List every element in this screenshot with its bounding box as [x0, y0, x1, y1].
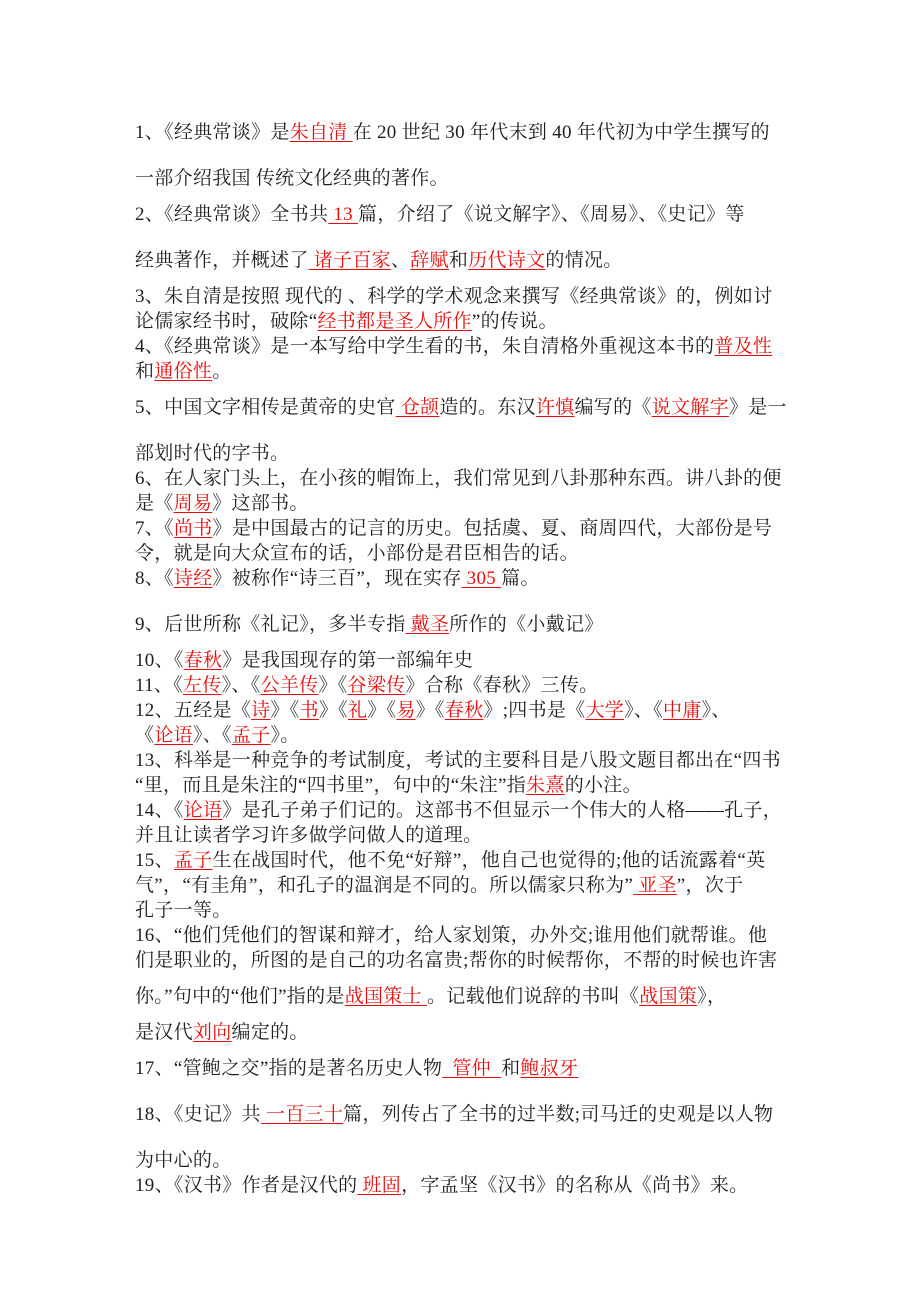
question-item [135, 748, 792, 798]
document-line [135, 309, 792, 334]
question-item [135, 566, 792, 591]
question-item [135, 648, 792, 673]
text-run: 是《 [135, 493, 174, 514]
text-run: 18、《史记》共 [135, 1104, 261, 1125]
text-run: 。记载他们说辞的书叫《 [426, 986, 640, 1007]
answer-text: 左传 [183, 675, 222, 696]
text-run: 》这部书。 [212, 493, 309, 514]
text-run: 的小注。 [564, 775, 642, 796]
text-run: 》《 [415, 700, 445, 721]
text-run: 和 [135, 361, 155, 382]
document-line [135, 923, 792, 948]
text-run: 11、《 [135, 675, 183, 696]
document-line [135, 823, 792, 848]
text-run: 、 [390, 250, 411, 271]
text-run: 4、《经典常谈》是一本写给中学生看的书，朱自清格外重视这本书的 [135, 336, 715, 357]
text-run: 》。 [270, 725, 300, 746]
answer-text: 书 [299, 700, 319, 721]
text-run: 你。”句中的“他们”指的是 [135, 986, 345, 1007]
answer-text: 春秋 [183, 650, 223, 671]
text-run: 气”，“有圭角”，和孔子的温润是不同的。所以儒家只称为” [135, 875, 634, 896]
document-line [135, 566, 792, 591]
text-run: 和 [501, 1058, 521, 1079]
document-line [135, 748, 792, 773]
document-line [135, 873, 792, 898]
question-item [135, 673, 792, 698]
text-run: 9、后世所称《礼记》，多半专指 [135, 614, 406, 635]
document-body [135, 120, 792, 1198]
document-line [135, 698, 792, 723]
question-item [135, 848, 792, 923]
answer-text: 普及性 [714, 336, 773, 357]
text-run: 》;四书是《 [483, 700, 586, 721]
answer-text: 谷梁传 [347, 675, 406, 696]
text-run: 5、中国文字相传是黄帝的史官 [135, 397, 396, 418]
text-run: 17、“管鲍之交”指的是著名历史人物 [135, 1058, 443, 1079]
answer-text: 班固 [357, 1175, 402, 1196]
answer-text: 孟子 [173, 850, 213, 871]
answer-text: 管仲 [442, 1058, 502, 1079]
document-line [135, 948, 792, 973]
text-run: 篇，介绍了《说文解字》、《周易》、《史记》等 [358, 204, 745, 225]
answer-text: 13 [328, 204, 359, 225]
text-run: 经典著作，并概述了 [135, 250, 309, 271]
document-line [135, 466, 792, 491]
text-run: 》是孔子弟子们记的。这部书不但显示一个伟大的人格——孔子， [222, 800, 783, 821]
answer-text: 公羊传 [260, 675, 319, 696]
question-item [135, 612, 792, 637]
document-line [135, 1148, 792, 1173]
answer-text: 许慎 [535, 397, 575, 418]
answer-text: 经书都是圣人所作 [317, 311, 472, 332]
text-run: 》《 [318, 675, 348, 696]
document-line [135, 248, 792, 273]
text-run: 在 20 世纪 30 年代末到 40 年代初为中学生撰写的 [352, 122, 770, 143]
question-item [135, 284, 792, 334]
text-run: 《 [135, 725, 155, 746]
document-line [135, 848, 792, 873]
document-line [135, 984, 792, 1009]
text-run: 》、《 [624, 700, 664, 721]
text-run: 7、《 [135, 518, 174, 539]
answer-text: 诗 [251, 700, 271, 721]
answer-text: 通俗性 [154, 361, 213, 382]
document-line [135, 120, 792, 145]
text-run: 》是一 [728, 397, 787, 418]
answer-text: 战国策士 [344, 986, 427, 1007]
text-run: 。 [212, 361, 232, 382]
answer-text: 亚圣 [633, 875, 677, 896]
document-line [135, 648, 792, 673]
text-run: 篇，列传占了全书的过半数;司马迁的史观是以人物 [343, 1104, 774, 1125]
answer-text: 305 [461, 568, 502, 589]
text-run: 14、《 [135, 800, 184, 821]
text-run: 并且让读者学习许多做学问做人的道理。 [135, 825, 483, 846]
answer-text: 战国策 [639, 986, 698, 1007]
text-run: 》， [697, 986, 727, 1007]
answer-text: 礼 [347, 700, 368, 721]
answer-text: 戴圣 [405, 614, 450, 635]
text-run: 3、朱自清是按照 现代的 、科学的学术观念来撰写《经典常谈》的，例如讨 [135, 286, 773, 307]
text-run: 一部介绍我国 传统文化经典的著作。 [135, 168, 449, 189]
answer-text: 仓颉 [395, 397, 440, 418]
text-run: 和 [448, 250, 469, 271]
text-run: 》合称《春秋》三传。 [405, 675, 599, 696]
document-line [135, 516, 792, 541]
text-run: 的情况。 [545, 250, 623, 271]
text-run: 12、五经是《 [135, 700, 252, 721]
answer-text: 一百三十 [260, 1104, 344, 1125]
text-run: 为中心的。 [135, 1150, 232, 1171]
question-item [135, 1056, 792, 1081]
document-line [135, 334, 792, 359]
answer-text: 说文解字 [651, 397, 729, 418]
answer-text: 鲍叔牙 [520, 1058, 579, 1079]
text-run: 造的。东汉 [439, 397, 536, 418]
text-run: 所作的《小戴记》 [449, 614, 604, 635]
text-run: 13、科举是一种竞争的考试制度，考试的主要科目是八股文题目都出在“四书 [135, 750, 781, 771]
document-line [135, 798, 792, 823]
question-item [135, 466, 792, 516]
text-run: 是汉代 [135, 1022, 193, 1043]
document-line [135, 541, 792, 566]
answer-text: 诗经 [173, 568, 213, 589]
answer-text: 论语 [183, 800, 223, 821]
answer-text: 尚书 [173, 518, 213, 539]
document-line [135, 1173, 792, 1198]
question-item [135, 202, 792, 273]
question-item [135, 698, 792, 748]
text-run: 》、 [701, 700, 731, 721]
answer-text: 周易 [173, 493, 213, 514]
text-run: 》被称作“诗三百”，现在实存 [212, 568, 462, 589]
answer-text: 诸子百家 [308, 250, 391, 271]
answer-text: 历代诗文 [468, 250, 546, 271]
text-run: 们是职业的，所图的是自己的功名富贵;帮你的时候帮你，不帮的时候也许害 [135, 950, 778, 971]
document-line [135, 723, 792, 748]
document-line [135, 284, 792, 309]
answer-text: 刘向 [192, 1022, 232, 1043]
text-run: 6、在人家门头上，在小孩的帽饰上，我们常见到八卦那种东西。讲八卦的便 [135, 468, 782, 489]
text-run: 8、《 [135, 568, 174, 589]
text-run: 编定的。 [231, 1022, 309, 1043]
text-run: 》、《 [192, 725, 232, 746]
answer-text: 朱自清 [289, 122, 353, 143]
text-run: 》、《 [221, 675, 261, 696]
document-line [135, 395, 792, 420]
document-line [135, 1102, 792, 1127]
answer-text: 中庸 [663, 700, 702, 721]
text-run: “里，而且是朱注的“四书里”，句中的“朱注”指 [135, 775, 527, 796]
document-line [135, 166, 792, 191]
answer-text: 大学 [585, 700, 625, 721]
text-run: ”，次于 [676, 875, 744, 896]
text-run: ，字孟坚《汉书》的名称从《尚书》来。 [401, 1175, 749, 1196]
document-line [135, 773, 792, 798]
answer-text: 春秋 [444, 700, 484, 721]
question-item [135, 395, 792, 466]
document-line [135, 673, 792, 698]
text-run: 孔子一等。 [135, 900, 232, 921]
answer-text: 辞赋 [410, 250, 449, 271]
question-item [135, 1173, 792, 1198]
text-run: 》《 [318, 700, 348, 721]
document-line [135, 491, 792, 516]
text-run: ”的传说。 [471, 311, 558, 332]
text-run: 16、“他们凭他们的智谋和辩才，给人家划策，办外交;谁用他们就帮谁。他 [135, 925, 768, 946]
document-line [135, 359, 792, 384]
answer-text: 易 [396, 700, 416, 721]
document-line [135, 1056, 792, 1081]
document-line [135, 441, 792, 466]
text-run: 生在战国时代，他不免“好辩”，他自己也觉得的;他的话流露着“英 [212, 850, 766, 871]
text-run: 编写的《 [574, 397, 652, 418]
answer-text: 论语 [154, 725, 193, 746]
text-run: 》是中国最古的记言的历史。包括虞、夏、商周四代，大部份是号 [212, 518, 773, 539]
text-run: 论儒家经书时，破除“ [135, 311, 318, 332]
question-item [135, 516, 792, 566]
text-run: 令，就是向大众宣布的话，小部份是君臣相告的话。 [135, 543, 579, 564]
question-item [135, 923, 792, 1045]
text-run: 》是我国现存的第一部编年史 [222, 650, 474, 671]
text-run: 10、《 [135, 650, 184, 671]
text-run: 》《 [367, 700, 397, 721]
question-item [135, 120, 792, 191]
question-item [135, 798, 792, 848]
question-item [135, 1102, 792, 1173]
text-run: 15、 [135, 850, 174, 871]
text-run: 篇。 [501, 568, 540, 589]
answer-text: 孟子 [231, 725, 271, 746]
text-run: 19、《汉书》作者是汉代的 [135, 1175, 358, 1196]
document-line [135, 202, 792, 227]
document-line [135, 898, 792, 923]
document-line [135, 612, 792, 637]
text-run: 》《 [270, 700, 300, 721]
question-item [135, 334, 792, 384]
text-run: 2、《经典常谈》全书共 [135, 204, 329, 225]
text-run: 部划时代的字书。 [135, 443, 290, 464]
answer-text: 朱熹 [526, 775, 565, 796]
document-line [135, 1020, 792, 1045]
text-run: 1、《经典常谈》是 [135, 122, 290, 143]
